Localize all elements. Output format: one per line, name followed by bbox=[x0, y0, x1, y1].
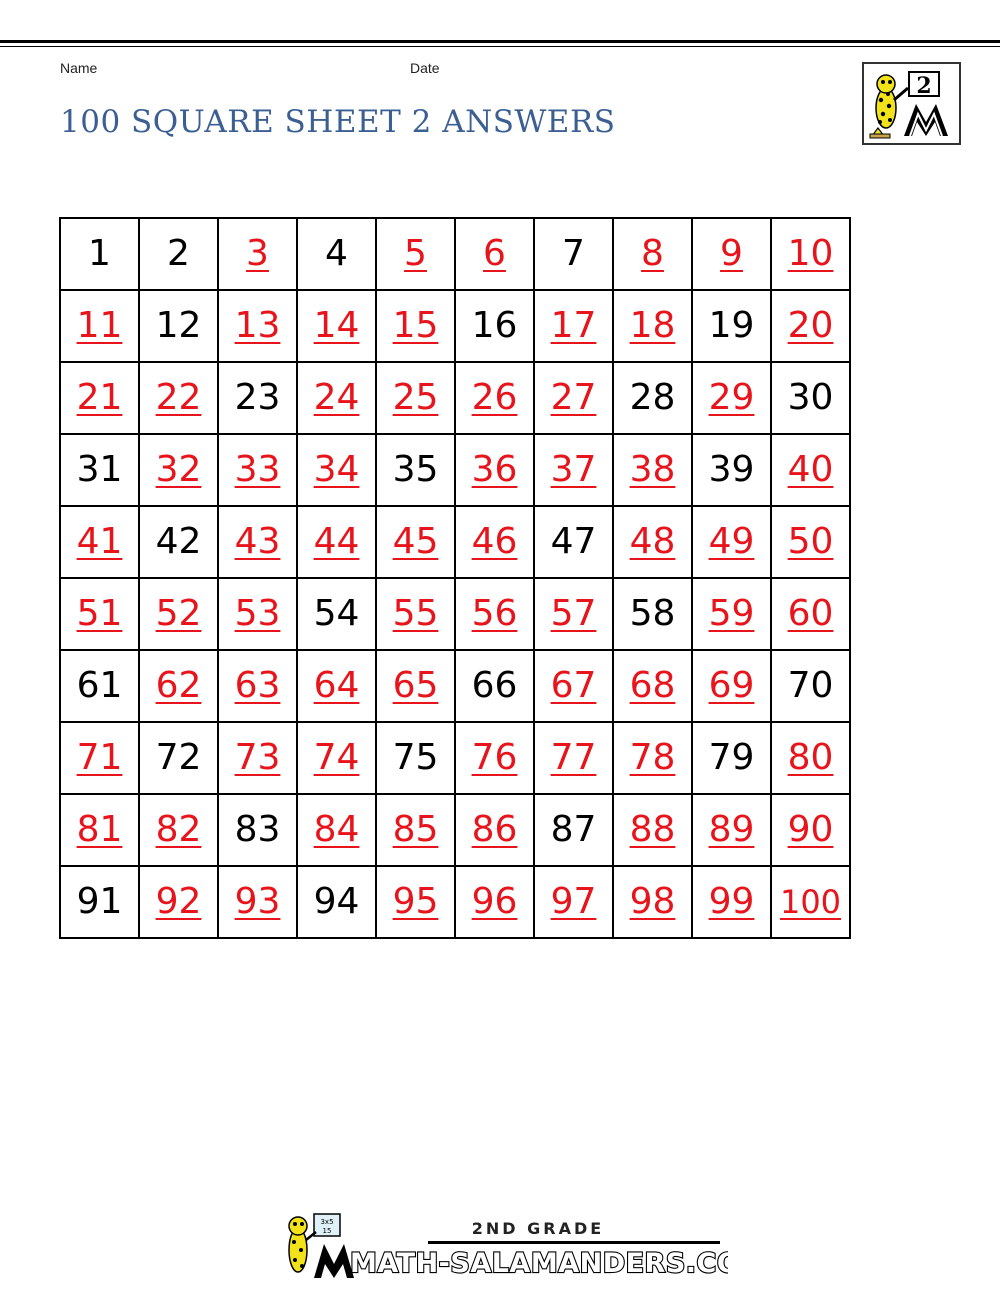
answer-cell: 77 bbox=[534, 722, 613, 794]
answer-cell: 45 bbox=[376, 506, 455, 578]
answer-cell: 15 bbox=[376, 290, 455, 362]
given-cell: 7 bbox=[534, 218, 613, 290]
answer-cell: 6 bbox=[455, 218, 534, 290]
answer-cell: 34 bbox=[297, 434, 376, 506]
answer-cell: 17 bbox=[534, 290, 613, 362]
grid-row bbox=[60, 362, 850, 434]
header-rule-thin bbox=[0, 46, 1000, 47]
given-cell: 42 bbox=[139, 506, 218, 578]
answer-cell: 53 bbox=[218, 578, 297, 650]
given-cell: 87 bbox=[534, 794, 613, 866]
svg-text:3x5: 3x5 bbox=[320, 1218, 334, 1226]
given-cell: 70 bbox=[771, 650, 850, 722]
answer-cell: 98 bbox=[613, 866, 692, 938]
given-cell: 66 bbox=[455, 650, 534, 722]
header-rule bbox=[0, 40, 1000, 43]
answer-cell: 41 bbox=[60, 506, 139, 578]
given-cell: 75 bbox=[376, 722, 455, 794]
given-cell: 39 bbox=[692, 434, 771, 506]
answer-cell: 88 bbox=[613, 794, 692, 866]
answer-cell: 33 bbox=[218, 434, 297, 506]
answer-cell: 22 bbox=[139, 362, 218, 434]
footer-salamander-icon bbox=[289, 1214, 354, 1278]
grid-row bbox=[60, 290, 850, 362]
answer-cell: 59 bbox=[692, 578, 771, 650]
answer-cell: 74 bbox=[297, 722, 376, 794]
answer-cell: 55 bbox=[376, 578, 455, 650]
answer-cell: 69 bbox=[692, 650, 771, 722]
answer-cell: 38 bbox=[613, 434, 692, 506]
logo-badge: 2 bbox=[916, 73, 932, 99]
answer-cell: 29 bbox=[692, 362, 771, 434]
answer-cell: 20 bbox=[771, 290, 850, 362]
answer-cell: 60 bbox=[771, 578, 850, 650]
answer-cell: 3 bbox=[218, 218, 297, 290]
answer-cell: 36 bbox=[455, 434, 534, 506]
answer-cell: 76 bbox=[455, 722, 534, 794]
grid-row bbox=[60, 218, 850, 290]
answer-cell: 46 bbox=[455, 506, 534, 578]
answer-cell: 18 bbox=[613, 290, 692, 362]
answer-cell: 26 bbox=[455, 362, 534, 434]
answer-cell: 13 bbox=[218, 290, 297, 362]
given-cell: 31 bbox=[60, 434, 139, 506]
given-cell: 30 bbox=[771, 362, 850, 434]
given-cell: 1 bbox=[60, 218, 139, 290]
answer-cell: 27 bbox=[534, 362, 613, 434]
answer-cell: 78 bbox=[613, 722, 692, 794]
math-salamanders-logo bbox=[862, 62, 961, 145]
answer-cell: 43 bbox=[218, 506, 297, 578]
given-cell: 79 bbox=[692, 722, 771, 794]
grid-row bbox=[60, 650, 850, 722]
answer-cell: 37 bbox=[534, 434, 613, 506]
given-cell: 23 bbox=[218, 362, 297, 434]
answer-cell: 63 bbox=[218, 650, 297, 722]
answer-cell: 32 bbox=[139, 434, 218, 506]
answer-cell: 56 bbox=[455, 578, 534, 650]
answer-cell: 57 bbox=[534, 578, 613, 650]
grid-row bbox=[60, 794, 850, 866]
hundred-square-grid bbox=[59, 217, 851, 939]
given-cell: 4 bbox=[297, 218, 376, 290]
answer-cell: 67 bbox=[534, 650, 613, 722]
footer-logo bbox=[278, 1208, 728, 1288]
given-cell: 12 bbox=[139, 290, 218, 362]
given-cell: 94 bbox=[297, 866, 376, 938]
salamander-icon bbox=[864, 64, 959, 143]
answer-cell: 71 bbox=[60, 722, 139, 794]
date-label: Date bbox=[410, 60, 440, 76]
answer-cell: 40 bbox=[771, 434, 850, 506]
answer-cell: 90 bbox=[771, 794, 850, 866]
answer-cell: 24 bbox=[297, 362, 376, 434]
given-cell: 19 bbox=[692, 290, 771, 362]
answer-cell: 89 bbox=[692, 794, 771, 866]
answer-cell: 80 bbox=[771, 722, 850, 794]
answer-cell: 9 bbox=[692, 218, 771, 290]
grid-row bbox=[60, 866, 850, 938]
answer-cell: 68 bbox=[613, 650, 692, 722]
answer-cell: 65 bbox=[376, 650, 455, 722]
answer-cell: 52 bbox=[139, 578, 218, 650]
answer-cell: 10 bbox=[771, 218, 850, 290]
answer-cell: 96 bbox=[455, 866, 534, 938]
svg-text:15: 15 bbox=[322, 1227, 332, 1235]
answer-cell: 8 bbox=[613, 218, 692, 290]
given-cell: 54 bbox=[297, 578, 376, 650]
answer-cell: 95 bbox=[376, 866, 455, 938]
given-cell: 47 bbox=[534, 506, 613, 578]
given-cell: 2 bbox=[139, 218, 218, 290]
answer-cell: 100 bbox=[771, 866, 850, 938]
answer-cell: 97 bbox=[534, 866, 613, 938]
footer-grade: 2ND GRADE bbox=[471, 1219, 605, 1238]
answer-cell: 73 bbox=[218, 722, 297, 794]
answer-cell: 21 bbox=[60, 362, 139, 434]
answer-cell: 82 bbox=[139, 794, 218, 866]
footer-site: MATH-SALAMANDERS.COM bbox=[350, 1248, 728, 1279]
answer-cell: 44 bbox=[297, 506, 376, 578]
answer-cell: 85 bbox=[376, 794, 455, 866]
answer-cell: 49 bbox=[692, 506, 771, 578]
answer-cell: 86 bbox=[455, 794, 534, 866]
given-cell: 91 bbox=[60, 866, 139, 938]
given-cell: 83 bbox=[218, 794, 297, 866]
answer-cell: 99 bbox=[692, 866, 771, 938]
given-cell: 28 bbox=[613, 362, 692, 434]
answer-cell: 11 bbox=[60, 290, 139, 362]
grid-row bbox=[60, 506, 850, 578]
answer-cell: 51 bbox=[60, 578, 139, 650]
answer-cell: 84 bbox=[297, 794, 376, 866]
answer-cell: 93 bbox=[218, 866, 297, 938]
answer-cell: 64 bbox=[297, 650, 376, 722]
given-cell: 16 bbox=[455, 290, 534, 362]
grid-row bbox=[60, 722, 850, 794]
answer-cell: 50 bbox=[771, 506, 850, 578]
name-label: Name bbox=[60, 60, 98, 76]
answer-cell: 48 bbox=[613, 506, 692, 578]
given-cell: 61 bbox=[60, 650, 139, 722]
grid-row bbox=[60, 434, 850, 506]
given-cell: 58 bbox=[613, 578, 692, 650]
answer-cell: 81 bbox=[60, 794, 139, 866]
answer-cell: 5 bbox=[376, 218, 455, 290]
grid-row bbox=[60, 578, 850, 650]
answer-cell: 62 bbox=[139, 650, 218, 722]
given-cell: 72 bbox=[139, 722, 218, 794]
answer-cell: 92 bbox=[139, 866, 218, 938]
given-cell: 35 bbox=[376, 434, 455, 506]
answer-cell: 25 bbox=[376, 362, 455, 434]
answer-cell: 14 bbox=[297, 290, 376, 362]
page-title: 100 SQUARE SHEET 2 ANSWERS bbox=[60, 104, 616, 140]
